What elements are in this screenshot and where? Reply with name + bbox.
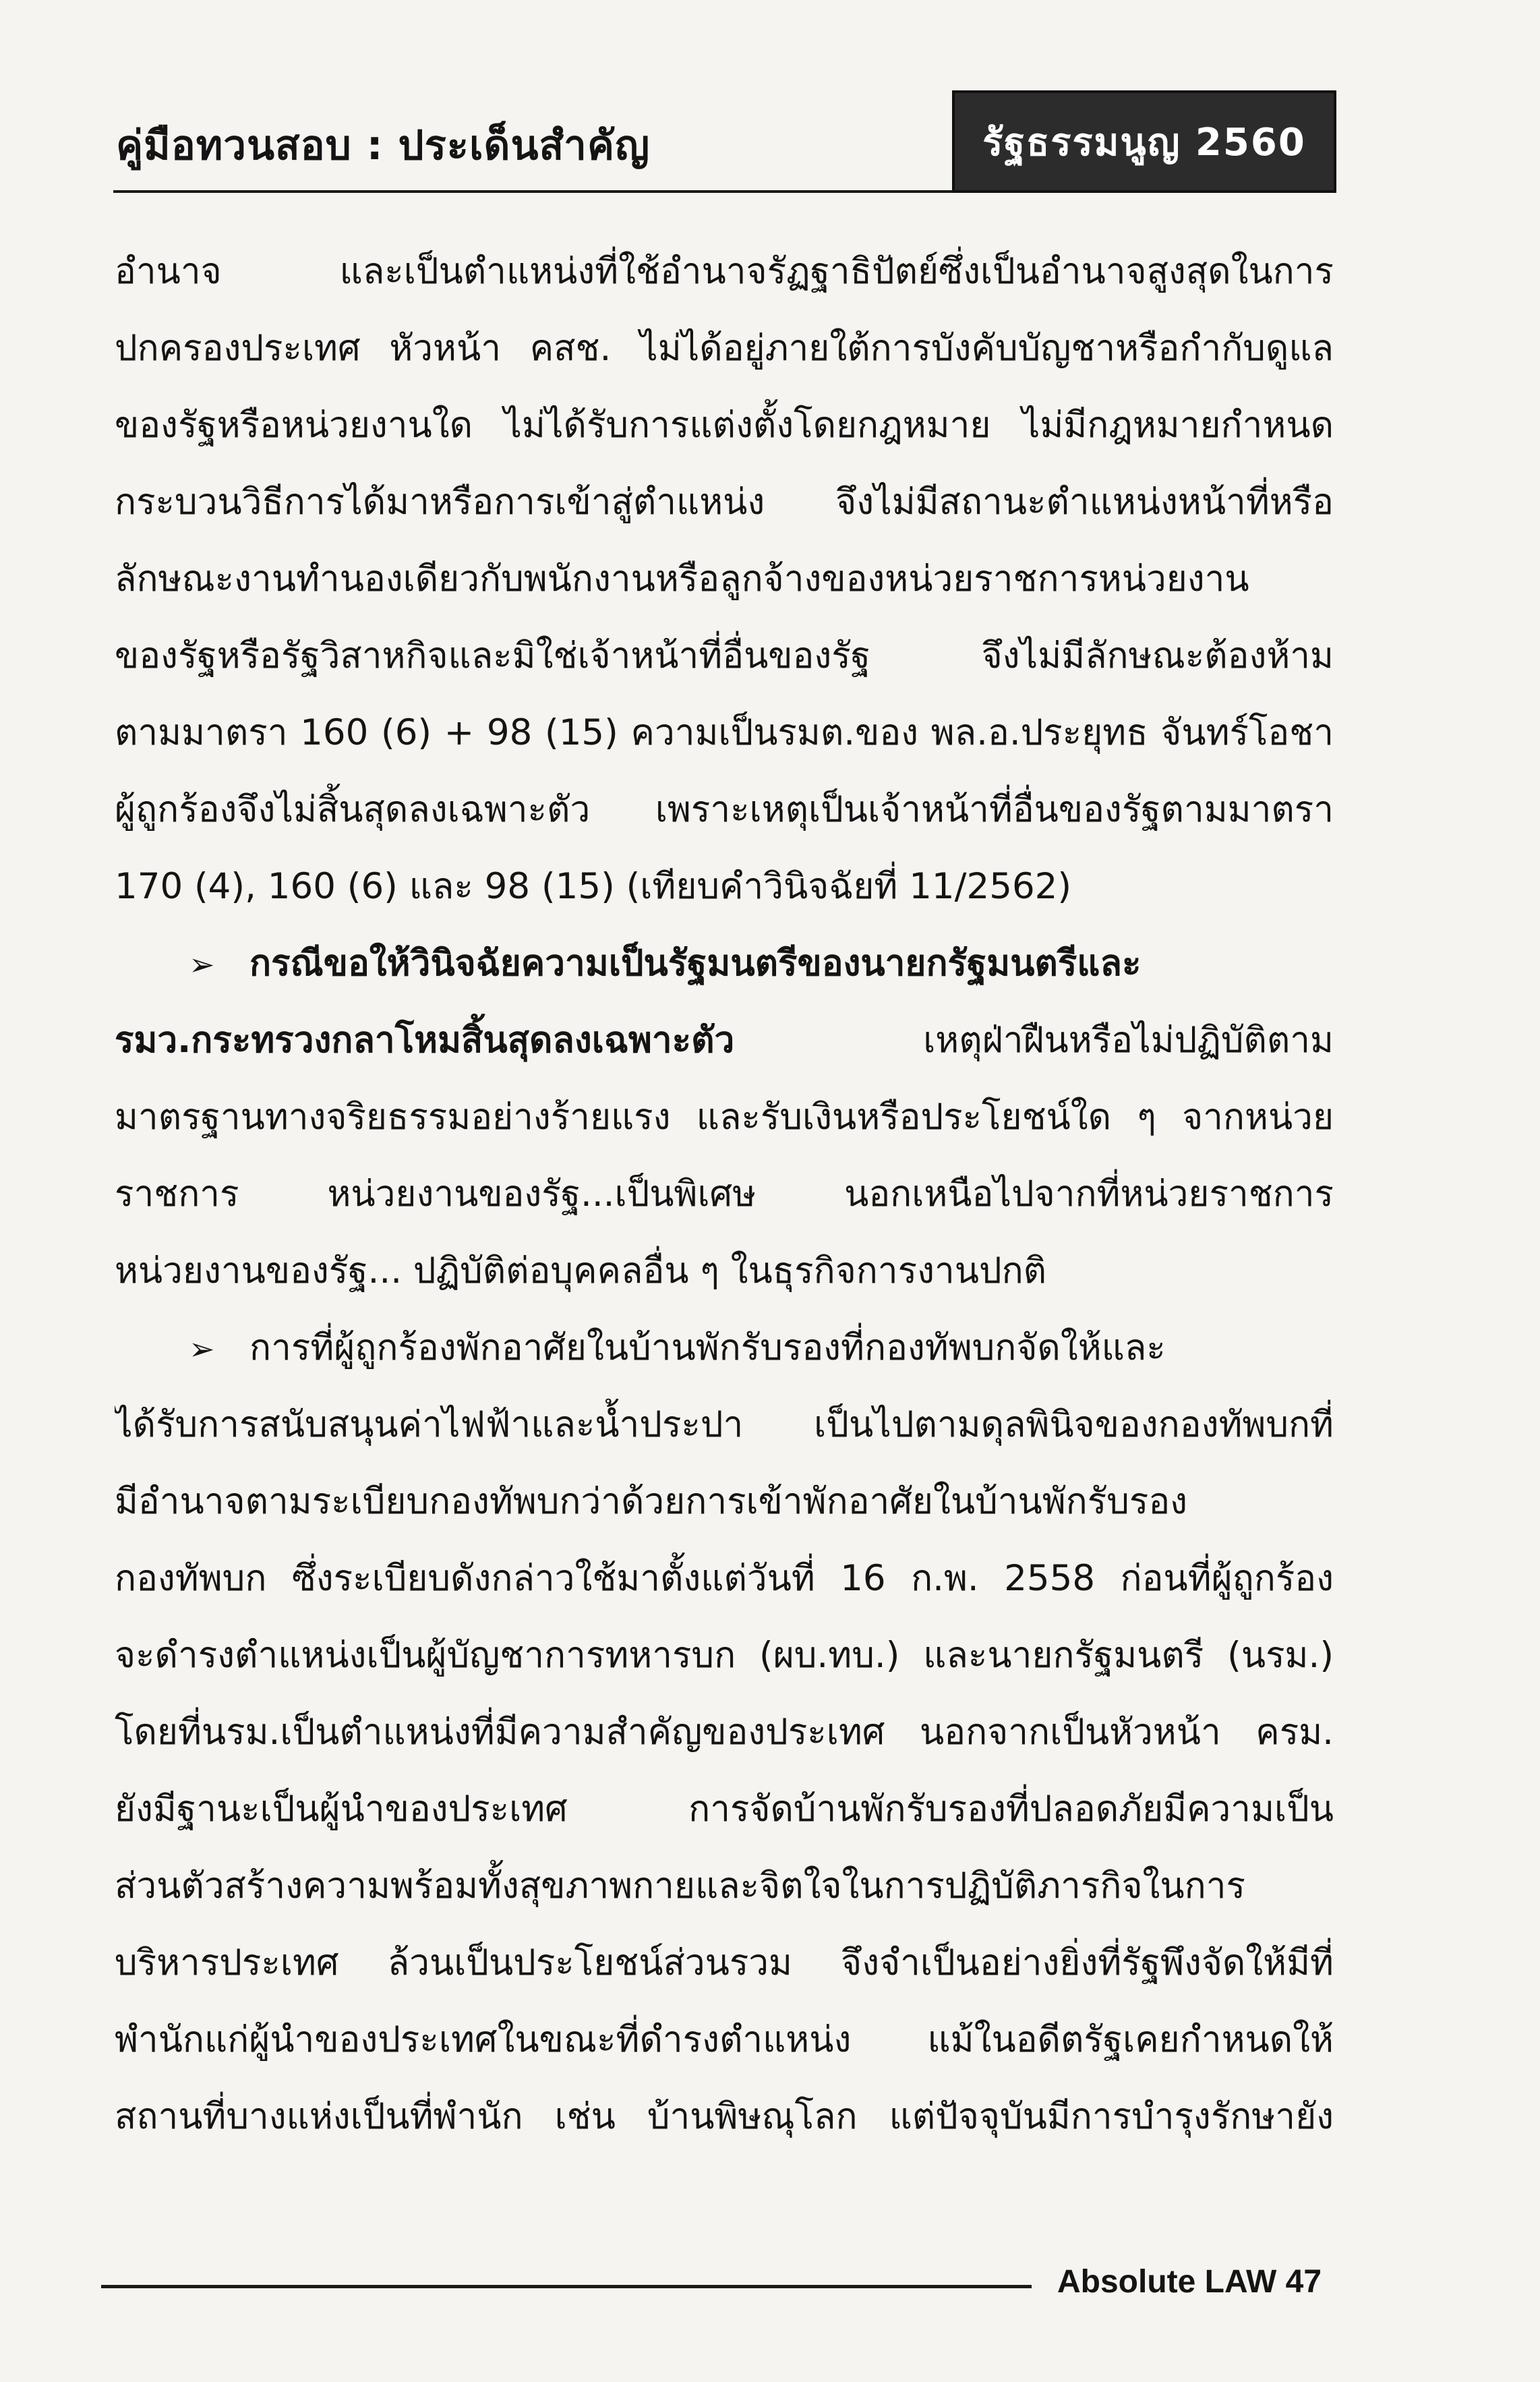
paragraph-1 bbox=[115, 233, 1334, 925]
text-line: โดยที่นรม.เป็นตำแหน่งที่มีความสำคัญของประเทศ นอกจากเป็นหัวหน้า ครม. bbox=[115, 1712, 1334, 1753]
text-line bbox=[115, 1002, 1334, 1079]
text-line: 170 (4), 160 (6) และ 98 (15) (เทียบคำวินิจฉัยที่ 11/2562) bbox=[115, 866, 1072, 907]
arrow-bullet-icon: ➢ bbox=[189, 1331, 215, 1367]
footer-rule bbox=[101, 2285, 1032, 2288]
text-line: ของรัฐหรือหน่วยงานใด ไม่ได้รับการแต่งตั้งโดยกฎหมาย ไม่มีกฎหมายกำหนด bbox=[115, 405, 1334, 446]
bullet-heading-line bbox=[115, 925, 1334, 1002]
text-line: ราชการ หน่วยงานของรัฐ...เป็นพิเศษ นอกเหนือไปจากที่หน่วยราชการ bbox=[115, 1173, 1334, 1215]
header-rule bbox=[113, 190, 963, 193]
text-line: ลักษณะงานทำนองเดียวกับพนักงานหรือลูกจ้างของหน่วยราชการหน่วยงาน bbox=[115, 558, 1249, 600]
text-line: อำนาจ และเป็นตำแหน่งที่ใช้อำนาจรัฏฐาธิปัตย์ซึ่งเป็นอำนาจสูงสุดในการ bbox=[115, 251, 1334, 292]
arrow-bullet-icon: ➢ bbox=[189, 946, 215, 983]
header-section-label: รัฐธรรมนูญ 2560 bbox=[982, 120, 1306, 165]
text-line: ยังมีฐานะเป็นผู้นำของประเทศ การจัดบ้านพักรับรองที่ปลอดภัยมีความเป็น bbox=[115, 1789, 1334, 1830]
text-line: สถานที่บางแห่งเป็นที่พำนัก เช่น บ้านพิษณุโลก แต่ปัจจุบันมีการบำรุงรักษายัง bbox=[115, 2096, 1334, 2137]
text-line: ปกครองประเทศ หัวหน้า คสช. ไม่ได้อยู่ภายใต้การบังคับบัญชาหรือกำกับดูแล bbox=[115, 328, 1334, 369]
text-line: หน่วยงานของรัฐ... ปฏิบัติต่อบุคคลอื่น ๆ ในธุรกิจการงานปกติ bbox=[115, 1250, 1047, 1291]
text-line: กระบวนวิธีการได้มาหรือการเข้าสู่ตำแหน่ง จึงไม่มีสถานะตำแหน่งหน้าที่หรือ bbox=[115, 482, 1334, 523]
body-text bbox=[115, 233, 1334, 2155]
text-line: ตามมาตรา 160 (6) + 98 (15) ความเป็นรมต.ของ พล.อ.ประยุทธ จันทร์โอชา bbox=[115, 712, 1334, 753]
text-line: บริหารประเทศ ล้วนเป็นประโยชน์ส่วนรวม จึงจำเป็นอย่างยิ่งที่รัฐพึงจัดให้มีที่ bbox=[115, 1942, 1334, 1983]
text-line: จะดำรงตำแหน่งเป็นผู้บัญชาการทหารบก (ผบ.ทบ.) และนายกรัฐมนตรี (นรม.) bbox=[115, 1635, 1334, 1676]
bullet-text: การที่ผู้ถูกร้องพักอาศัยในบ้านพักรับรองที่กองทัพบกจัดให้และ bbox=[249, 1327, 1166, 1368]
text-line: มาตรฐานทางจริยธรรมอย่างร้ายแรง และรับเงินหรือประโยชน์ใด ๆ จากหน่วย bbox=[115, 1097, 1334, 1138]
text-line: ส่วนตัวสร้างความพร้อมทั้งสุขภาพกายและจิตใจในการปฏิบัติภารกิจในการ bbox=[115, 1865, 1245, 1907]
text-line: พำนักแก่ผู้นำของประเทศในขณะที่ดำรงตำแหน่ง แม้ในอดีตรัฐเคยกำหนดให้ bbox=[115, 2019, 1334, 2060]
text-line: ได้รับการสนับสนุนค่าไฟฟ้าและน้ำประปา เป็นไปตามดุลพินิจของกองทัพบกที่ bbox=[115, 1404, 1334, 1445]
header-section-box bbox=[952, 90, 1336, 193]
footer-page-label: Absolute LAW 47 bbox=[1057, 2264, 1322, 2300]
text-line: ของรัฐหรือรัฐวิสาหกิจและมิใช่เจ้าหน้าที่อื่นของรัฐ จึงไม่มีลักษณะต้องห้าม bbox=[115, 635, 1334, 676]
bullet-heading-continuation: รมว.กระทรวงกลาโหมสิ้นสุดลงเฉพาะตัว bbox=[115, 1020, 735, 1061]
bullet-heading-text: กรณีขอให้วินิจฉัยความเป็นรัฐมนตรีของนายกรัฐมนตรีและ bbox=[249, 943, 1142, 984]
text-line: มีอำนาจตามระเบียบกองทัพบกว่าด้วยการเข้าพักอาศัยในบ้านพักรับรอง bbox=[115, 1481, 1188, 1522]
paragraph-2 bbox=[115, 925, 1334, 1310]
text-line: กองทัพบก ซึ่งระเบียบดังกล่าวใช้มาตั้งแต่วันที่ 16 ก.พ. 2558 ก่อนที่ผู้ถูกร้อง bbox=[115, 1558, 1334, 1599]
text-span: เหตุฝ่าฝืนหรือไม่ปฏิบัติตาม bbox=[734, 1020, 1334, 1061]
header-title: คู่มือทวนสอบ : ประเด็นสำคัญ bbox=[116, 122, 651, 169]
bullet-line bbox=[115, 1310, 1334, 1387]
paragraph-3 bbox=[115, 1310, 1334, 2155]
text-line: ผู้ถูกร้องจึงไม่สิ้นสุดลงเฉพาะตัว เพราะเหตุเป็นเจ้าหน้าที่อื่นของรัฐตามมาตรา bbox=[115, 789, 1334, 830]
